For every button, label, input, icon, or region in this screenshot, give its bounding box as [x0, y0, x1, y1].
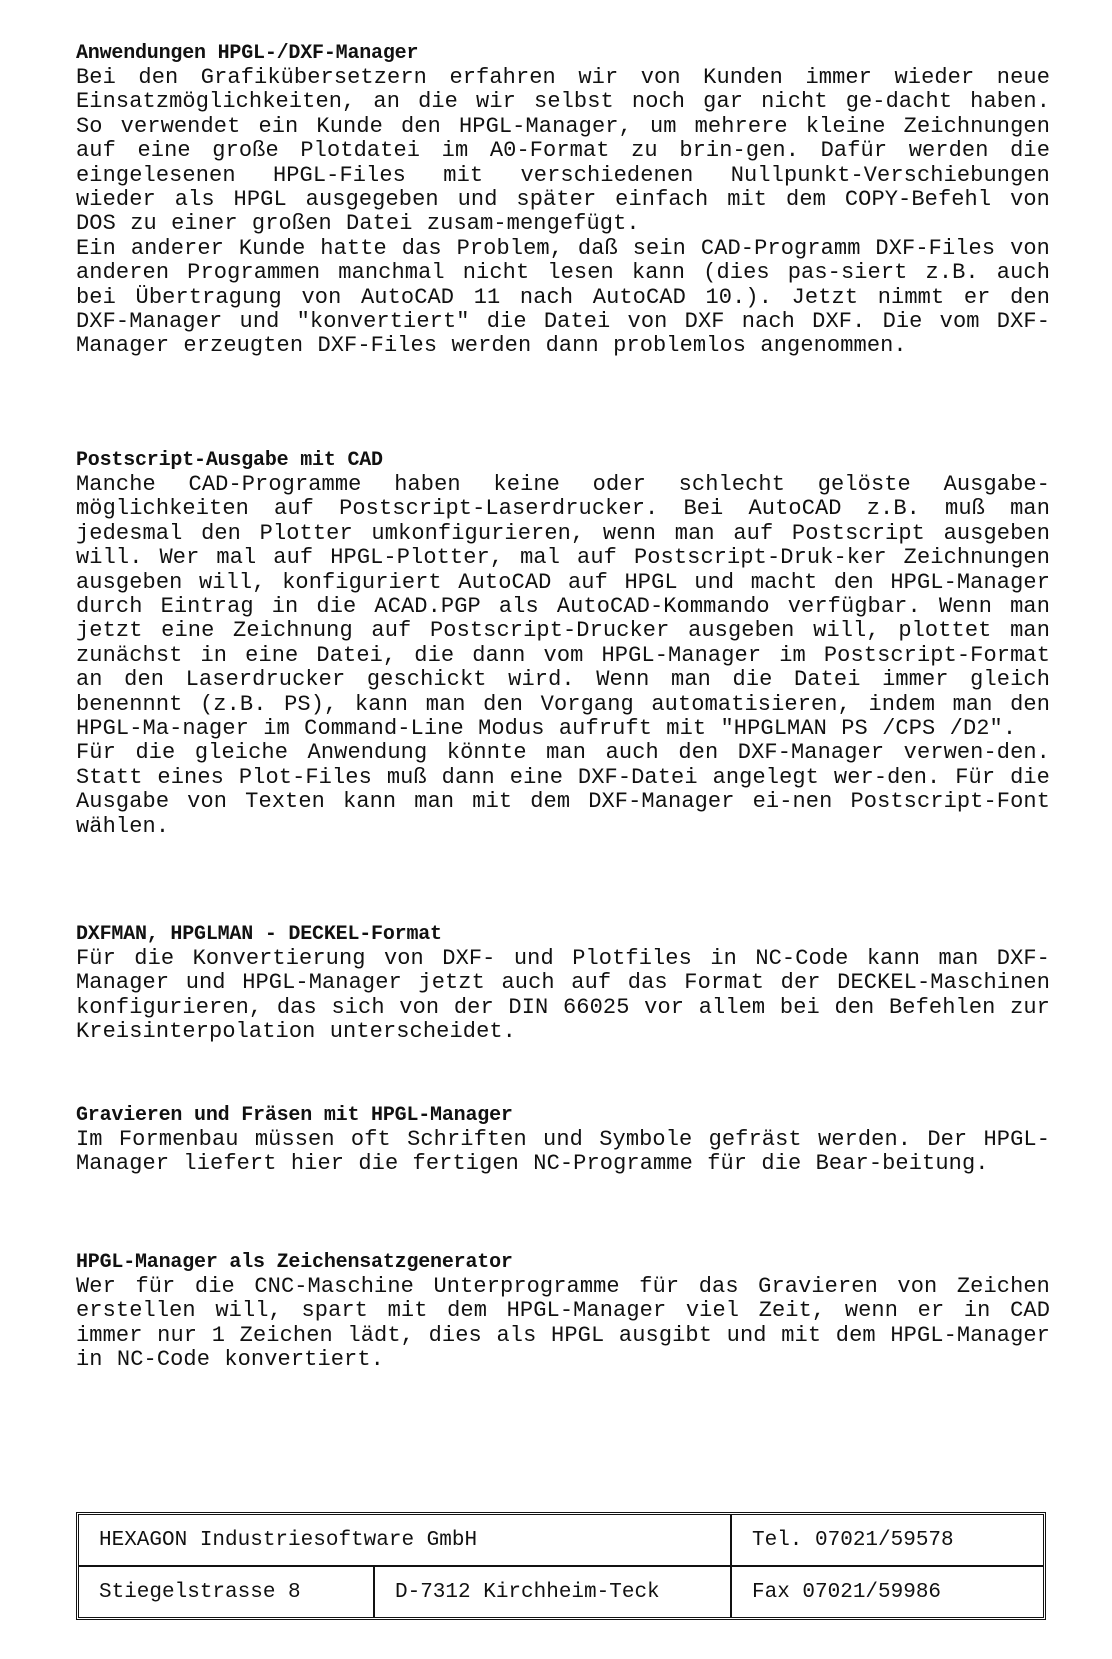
section-title: Postscript-Ausgabe mit CAD	[76, 449, 383, 472]
section-paragraph: Ein anderer Kunde hatte das Problem, daß sein CAD-Programm DXF-Files von anderen Programmen manchmal nicht lesen kann (dies pas-siert z.B. auch bei Übertragung von AutoCAD 11 nach AutoCAD 10.). Jetzt nimmt er den DXF-Manager und "konvertiert" die Datei von DXF nach DXF. Die vom DXF-Manager erzeugten DXF-Files werden dann problemlos angenommen.	[76, 235, 1050, 359]
section-anwendungen	[76, 42, 1050, 359]
section-paragraph: Für die gleiche Anwendung könnte man auch den DXF-Manager verwen-den. Statt eines Plot-Files muß dann eine DXF-Datei angelegt wer-den. Für die Ausgabe von Texten kann man mit dem DXF-Manager ei-nen Postscript-Font wählen.	[76, 740, 1050, 839]
street-address: Stiegelstrasse 8	[79, 1566, 374, 1617]
section-title: DXFMAN, HPGLMAN - DECKEL-Format	[76, 923, 442, 946]
section-gravieren	[76, 1104, 1050, 1177]
company-footer	[76, 1512, 1046, 1620]
telephone-number: Tel. 07021/59578	[731, 1515, 1043, 1566]
footer-row	[79, 1566, 1043, 1617]
section-title: Anwendungen HPGL-/DXF-Manager	[76, 42, 419, 65]
section-zeichensatzgenerator	[76, 1251, 1050, 1373]
section-title: HPGL-Manager als Zeichensatzgenerator	[76, 1251, 513, 1274]
section-paragraph: Bei den Grafikübersetzern erfahren wir von Kunden immer wieder neue Einsatzmöglichkeiten, an die wir selbst noch gar nicht ge-dacht haben. So verwendet ein Kunde den HPGL-Manager, um mehrere kleine Zeichnungen auf eine große Plotdatei im A0-Format zu brin-gen. Dafür werden die eingelesenen HPGL-Files mit verschiedenen Nullpunkt-Verschiebungen wieder als HPGL ausgegeben und später einfach mit dem COPY-Befehl von DOS zu einer großen Datei zusam-mengefügt.	[76, 65, 1050, 237]
section-paragraph: Im Formenbau müssen oft Schriften und Symbole gefräst werden. Der HPGL-Manager liefert hier die fertigen NC-Programme für die Bear-beitung.	[76, 1127, 1050, 1177]
section-title: Gravieren und Fräsen mit HPGL-Manager	[76, 1104, 513, 1127]
footer-row	[79, 1515, 1043, 1566]
company-name: HEXAGON Industriesoftware GmbH	[79, 1515, 731, 1566]
section-paragraph: Für die Konvertierung von DXF- und Plotfiles in NC-Code kann man DXF-Manager und HPGL-Manager jetzt auch auf das Format der DECKEL-Maschinen konfigurieren, das sich von der DIN 66025 vor allem bei den Befehlen zur Kreisinterpolation unterscheidet.	[76, 946, 1050, 1045]
fax-number: Fax 07021/59986	[731, 1566, 1043, 1617]
section-paragraph: Wer für die CNC-Maschine Unterprogramme für das Gravieren von Zeichen erstellen will, spart mit dem HPGL-Manager viel Zeit, wenn er in CAD immer nur 1 Zeichen lädt, dies als HPGL ausgibt und mit dem HPGL-Manager in NC-Code konvertiert.	[76, 1274, 1050, 1373]
section-paragraph: Manche CAD-Programme haben keine oder schlecht gelöste Ausgabe-möglichkeiten auf Postscript-Laserdrucker. Bei AutoCAD z.B. muß man jedesmal den Plotter umkonfigurieren, wenn man auf Postscript ausgeben will. Wer mal auf HPGL-Plotter, mal auf Postscript-Druk-ker Zeichnungen ausgeben will, konfiguriert AutoCAD auf HPGL und macht den HPGL-Manager durch Eintrag in die ACAD.PGP als AutoCAD-Kommando verfügbar. Wenn man jetzt eine Zeichnung auf Postscript-Drucker ausgeben will, plottet man zunächst in eine Datei, die dann vom HPGL-Manager im Postscript-Format an den Laserdrucker geschickt wird. Wenn man die Datei immer gleich benennnt (z.B. PS), kann man den Vorgang automatisieren, indem man den HPGL-Ma-nager im Command-Line Modus aufruft mit "HPGLMAN PS /CPS /D2".	[76, 472, 1050, 742]
city-address: D-7312 Kirchheim-Teck	[374, 1566, 731, 1617]
section-deckel-format	[76, 923, 1050, 1045]
company-footer-table	[79, 1515, 1043, 1617]
section-postscript-ausgabe	[76, 449, 1050, 839]
